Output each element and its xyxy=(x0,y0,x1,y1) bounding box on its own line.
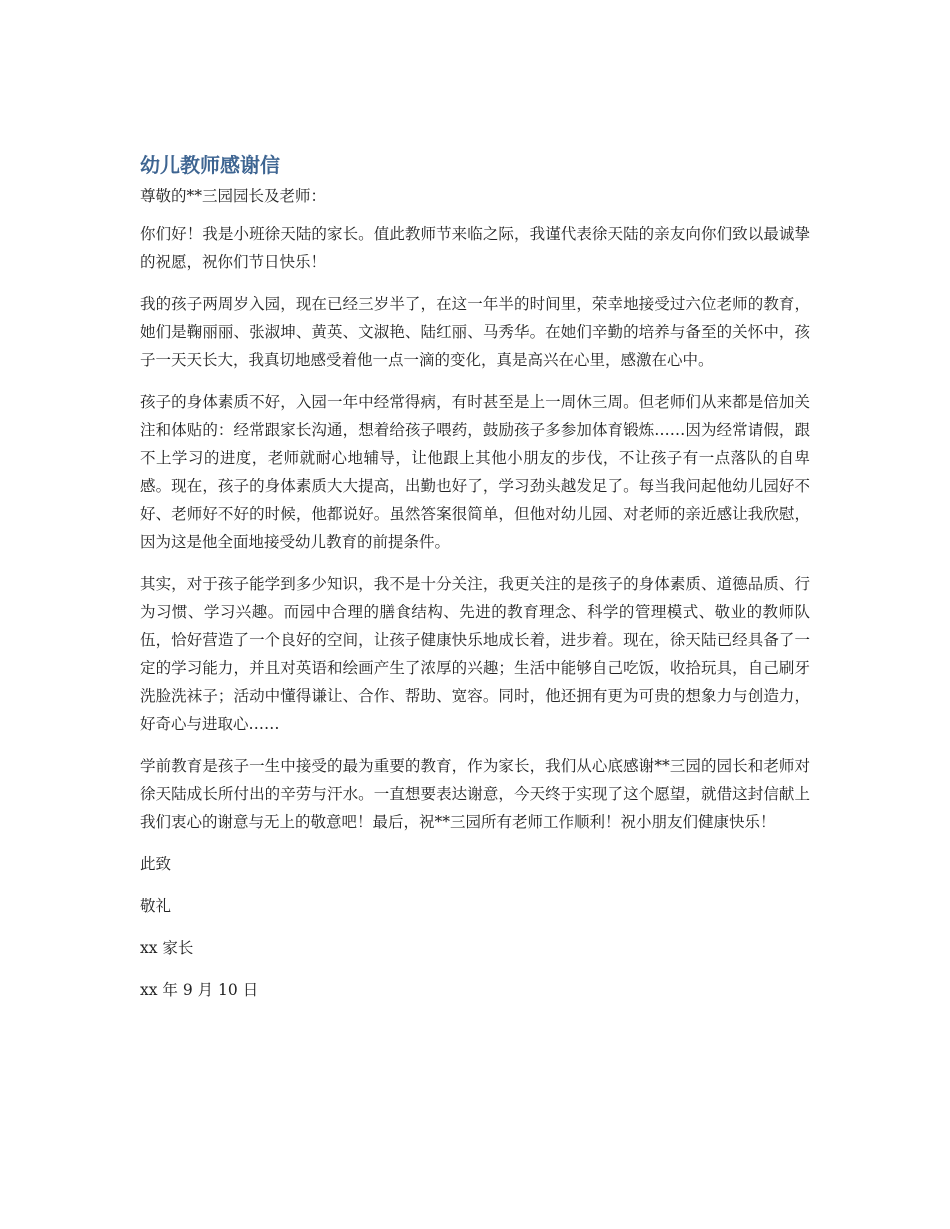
salutation: 尊敬的**三园园长及老师： xyxy=(140,187,327,205)
closing-line-1: 此致 xyxy=(140,855,172,873)
document-title: 幼儿教师感谢信 xyxy=(140,153,280,177)
date: xx 年 9 月 10 日 xyxy=(140,981,259,999)
letter-page xyxy=(140,150,810,1018)
paragraph-enrollment: 我的孩子两周岁入园，现在已经三岁半了，在这一年半的时间里，荣幸地接受过六位老师的教育，她们是鞠丽丽、张淑坤、黄英、文淑艳、陆红丽、马秀华。在她们辛勤的培养与备至的关怀中，孩子一天天长大，我真切地感受着他一点一滴的变化，真是高兴在心里，感激在心中。 xyxy=(140,295,810,369)
paragraph-thanks: 学前教育是孩子一生中接受的最为重要的教育，作为家长，我们从心底感谢**三园的园长和老师对徐天陆成长所付出的辛劳与汗水。一直想要表达谢意，今天终于实现了这个愿望，就借这封信献上我们衷心的谢意与无上的敬意吧！最后，祝**三园所有老师工作顺利！祝小朋友们健康快乐！ xyxy=(140,757,810,831)
paragraph-health: 孩子的身体素质不好，入园一年中经常得病，有时甚至是上一周休三周。但老师们从来都是倍加关注和体贴的：经常跟家长沟通，想着给孩子喂药，鼓励孩子多参加体育锻炼……因为经常请假，跟不上学习的进度，老师就耐心地辅导，让他跟上其他小朋友的步伐，不让孩子有一点落队的自卑感。现在，孩子的身体素质大大提高，出勤也好了，学习劲头越发足了。每当我问起他幼儿园好不好、老师好不好的时候，他都说好。虽然答案很简单，但他对幼儿园、对老师的亲近感让我欣慰，因为这是他全面地接受幼儿教育的前提条件。 xyxy=(140,393,810,551)
paragraph-development: 其实，对于孩子能学到多少知识，我不是十分关注，我更关注的是孩子的身体素质、道德品质、行为习惯、学习兴趣。而园中合理的膳食结构、先进的教育理念、科学的管理模式、敬业的教师队伍，恰好营造了一个良好的空间，让孩子健康快乐地成长着，进步着。现在，徐天陆已经具备了一定的学习能力，并且对英语和绘画产生了浓厚的兴趣；生活中能够自己吃饭，收拾玩具，自己刷牙洗脸洗袜子；活动中懂得谦让、合作、帮助、宽容。同时，他还拥有更为可贵的想象力与创造力，好奇心与进取心…… xyxy=(140,575,810,733)
signature: xx 家长 xyxy=(140,939,194,957)
paragraph-greeting: 你们好！我是小班徐天陆的家长。值此教师节来临之际，我谨代表徐天陆的亲友向你们致以最诚挚的祝愿，祝你们节日快乐！ xyxy=(140,225,810,271)
closing-line-2: 敬礼 xyxy=(140,897,172,915)
